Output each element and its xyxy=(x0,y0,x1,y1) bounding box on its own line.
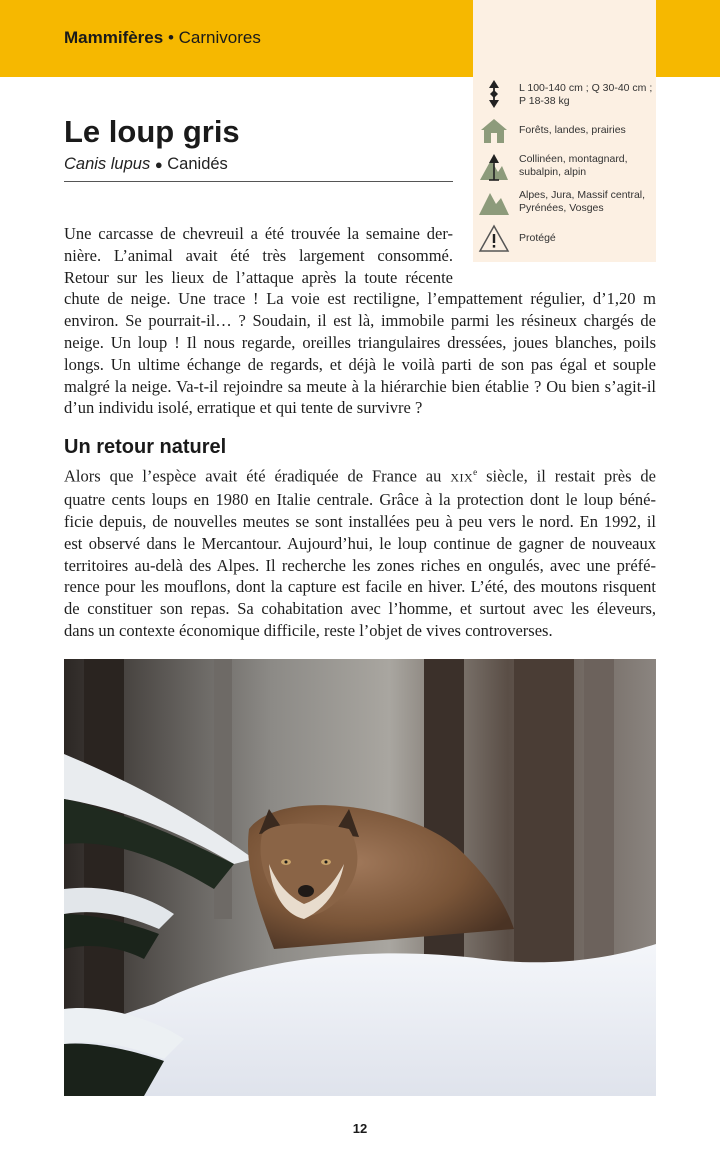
title-divider xyxy=(64,181,453,182)
section-line: est observé dans le Mercantour. Aujourd’hui, le loup continue de gagner de nouveaux xyxy=(64,533,656,553)
section-line-end: siècle, il restait près de xyxy=(477,466,656,486)
size-info xyxy=(478,78,653,110)
altitude-line-2: subalpin, alpin xyxy=(519,166,587,178)
intro-line: malgré la neige. Va-t-il rejoindre sa meute à la hiérarchie bien établie ? Ou bien s’agit-il xyxy=(64,376,656,396)
intro-line: longs. Un ultime échange de regards, et déjà le voilà parti de son pas égal et souple xyxy=(64,354,656,374)
section-line: rence pour les mouflons, dont la capture est facile en hiver. L’été, des moutons risquent xyxy=(64,577,656,597)
species-subtitle xyxy=(64,155,228,174)
section-line: territoires au-delà des Alpes. Il recherche les zones riches en ongulés, avec une préfé- xyxy=(64,555,656,575)
category-breadcrumb xyxy=(64,28,261,48)
intro-line: chute de neige. Une trace ! La voie est rectiligne, l’empattement régulier, d’1,20 m xyxy=(64,289,656,309)
habitat-text: Forêts, landes, prairies xyxy=(519,124,626,136)
altitude-info xyxy=(478,150,653,184)
altitude-tree-icon xyxy=(478,150,510,182)
page-number: 12 xyxy=(352,1121,368,1136)
category-label: Mammifères xyxy=(64,28,164,47)
intro-line: environ. Se pourrait-il… ? Soudain, il est là, immobile parmi les résineux chargés de xyxy=(64,311,656,331)
intro-paragraph xyxy=(64,223,656,419)
status-text: Protégé xyxy=(519,232,556,244)
intro-line: nière. L’animal avait été très largement consommé. xyxy=(64,245,453,265)
altitude-text xyxy=(519,153,653,179)
latin-name: Canis lupus xyxy=(64,155,151,173)
subtitle-bullet: ● xyxy=(154,157,163,172)
intro-line: neige. Un loup ! Il nous regarde, oreilles triangulaires dressées, joues blanches, poils xyxy=(64,332,656,352)
regions-text xyxy=(519,189,653,215)
page-title: Le loup gris xyxy=(64,114,240,149)
size-arrows-icon xyxy=(478,78,510,110)
habitat-info xyxy=(478,115,653,147)
subcategory-label: Carnivores xyxy=(178,28,261,47)
section-line-start: Alors que l’espèce avait été éradiquée de France au xyxy=(64,466,451,486)
wolf-in-snow-illustration xyxy=(64,659,656,1096)
century-superscript: e xyxy=(473,467,478,477)
intro-line: Une carcasse de chevreuil a été trouvée la semaine der- xyxy=(64,224,453,243)
family-name: Canidés xyxy=(167,155,228,173)
size-text xyxy=(519,82,653,108)
intro-line: d’un individu isolé, erratique et qui tente de survivre ? xyxy=(64,398,423,418)
wolf-photo xyxy=(64,659,656,1096)
intro-line: Retour sur les lieux de l’attaque après la toute récente xyxy=(64,267,453,287)
section-paragraph xyxy=(64,462,656,642)
altitude-line-1: Collinéen, montagnard, xyxy=(519,153,628,165)
mountains-icon xyxy=(478,186,510,218)
regions-line-1: Alpes, Jura, Massif central, xyxy=(519,189,646,201)
section-line: de constituer son repas. Sa cohabitation avec l’homme, et surtout avec les éleveurs, xyxy=(64,599,656,619)
section-line xyxy=(64,462,656,489)
house-icon xyxy=(478,115,510,147)
century-numeral: XIX xyxy=(450,470,474,485)
regions-line-2: Pyrénées, Vosges xyxy=(519,202,604,214)
regions-info xyxy=(478,186,653,218)
size-line-1: L 100-140 cm ; Q 30-40 cm ; xyxy=(519,82,653,94)
section-heading: Un retour naturel xyxy=(64,436,227,458)
section-line: ficie depuis, de nouvelles meutes se sont installées peu à peu vers le nord. En 1992, il xyxy=(64,512,656,532)
size-line-2: P 18-38 kg xyxy=(519,95,570,107)
section-line: dans un contexte économique difficile, reste l’objet de vives controverses. xyxy=(64,621,553,641)
category-bullet: • xyxy=(167,28,174,47)
section-line: quatre cents loups en 1980 en Italie centrale. Grâce à la protection dont le loup béné- xyxy=(64,490,656,510)
